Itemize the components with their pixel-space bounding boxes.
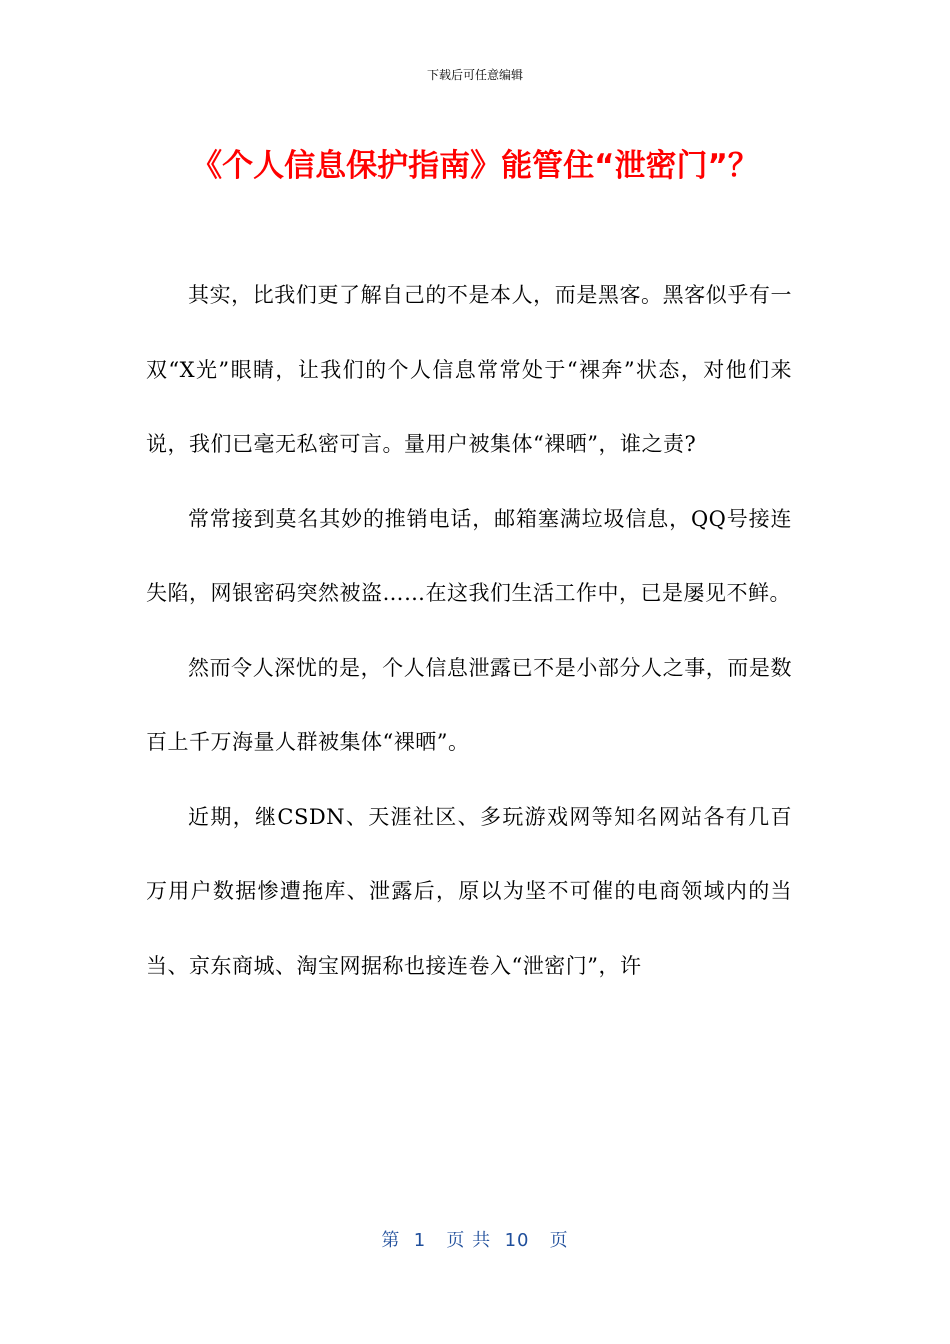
- document-title: 《个人信息保护指南》能管住“泄密门”？: [191, 148, 759, 184]
- page-number-footer: 第 1 页 共 10 页: [381, 1230, 569, 1251]
- paragraph-3: 然而令人深忧的是，个人信息泄露已不是小部分人之事，而是数百上千万海量人群被集体“裸晒”。: [146, 655, 792, 754]
- paragraph-4: 近期，继CSDN、天涯社区、多玩游戏网等知名网站各有几百万用户数据惨遭拖库、泄露后，原以为坚不可催的电商领域内的当当、京东商城、淘宝网据称也接连卷入“泄密门”，许: [146, 804, 792, 978]
- paragraph-2: 常常接到莫名其妙的推销电话，邮箱塞满垃圾信息，QQ号接连失陷，网银密码突然被盗……在这我们生活工作中，已是屡见不鲜。: [146, 506, 792, 605]
- document-body: [146, 258, 792, 1003]
- page-header-note: 下载后可任意编辑: [426, 68, 523, 82]
- paragraph-1: 其实，比我们更了解自己的不是本人，而是黑客。黑客似乎有一双“X光”眼睛，让我们的个人信息常常处于“裸奔”状态，对他们来说，我们已毫无私密可言。量用户被集体“裸晒”，谁之责?: [146, 283, 792, 456]
